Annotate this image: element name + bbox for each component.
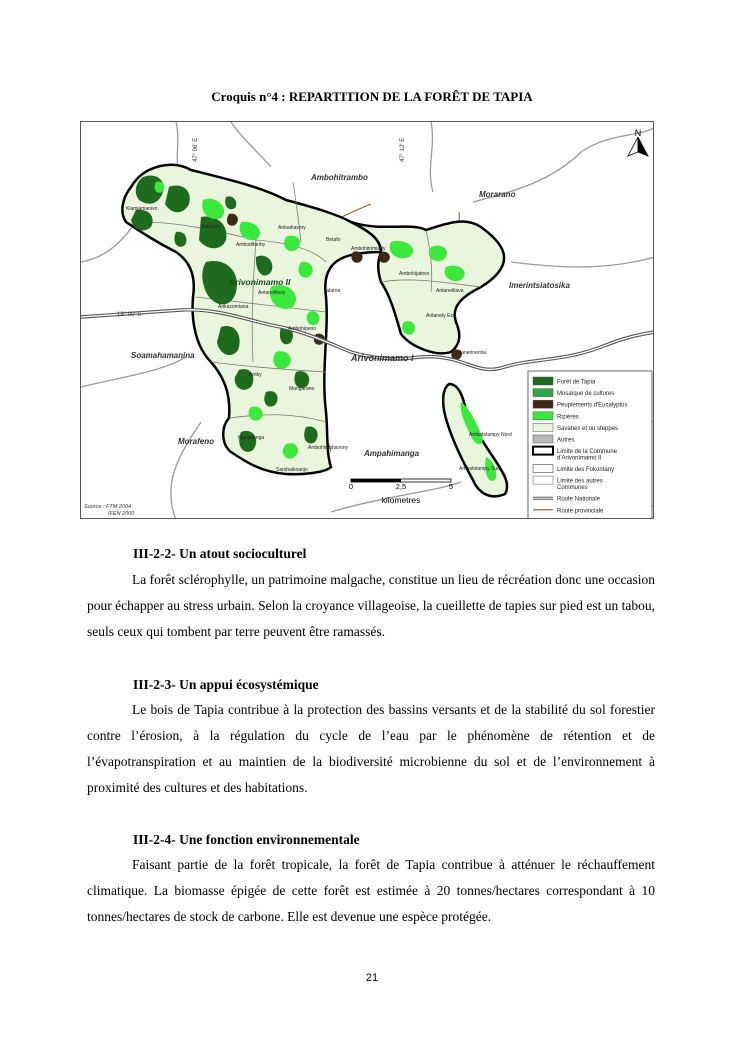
- scale-tick-1: 2,5: [395, 482, 407, 491]
- label-soamahamanina: Soamahamanina: [131, 351, 195, 360]
- legend-label-4: Savanes et ou steppes: [557, 425, 619, 432]
- label-ambatolampy-sud: Ambatolampy Sud: [459, 466, 500, 472]
- legend-swatch-6: [533, 447, 553, 455]
- source-line-2: IFEN 2000: [108, 511, 135, 517]
- label-mazadonga: Mazadonga: [238, 435, 265, 441]
- section-heading-ecosystemique: III-2-3- Un appui écosystémique: [133, 677, 319, 692]
- legend-label-7: Limite des Fokontany: [557, 467, 615, 474]
- label-amby: Amby: [249, 372, 262, 378]
- north-label: N: [634, 128, 642, 138]
- section-body-environnementale: Faisant partie de la forêt tropicale, la forêt de Tapia contribue à atténuer le réchauffement climatique. La biomasse épigée de cette forêt est estimée à 20 tonnes/hectares correspondant à 10 tonnes/hectares de stock de carbone. Elle est devenue une espèce protégée.: [87, 857, 655, 924]
- legend-swatch-8: [533, 476, 553, 484]
- legend-swatch-3: [533, 412, 553, 420]
- map-source: [84, 504, 135, 517]
- legend-swatch-0: [533, 377, 553, 385]
- section-body-ecosystemique: Le bois de Tapia contribue à la protection des bassins versants et de la stabilité du sol forestier contre l’érosion, à la régulation du cycle de l’eau par le phénomène de rétention et de l’évapotranspiration et au maintien de la biodiversité microbienne du sol et de l’environnement à proximité des cultures et des habitations.: [87, 702, 655, 795]
- scale-tick-0: 0: [348, 482, 354, 491]
- scale-unit: kilometres: [381, 495, 421, 505]
- label-ambodifarihy: Ambodifarihy: [236, 242, 266, 248]
- legend-label-1: Mosaïque de cultures: [557, 391, 615, 398]
- label-sambaikoanjo: Sambaikoanjo: [276, 467, 308, 473]
- source-line-1: Source : FTM 2004: [84, 504, 132, 510]
- legend-label-6: Limite de la Commune: [557, 449, 618, 456]
- legend-label-3: Rizières: [557, 414, 579, 421]
- legend-swatch-2: [533, 400, 553, 408]
- label-ialaroa: Ialaroa: [325, 288, 341, 294]
- map-caption: Croquis n°4 : REPARTITION DE LA FORÊT DE TAPIA: [211, 89, 533, 104]
- legend-swatch-4: [533, 423, 553, 431]
- map-legend: [528, 371, 652, 519]
- label-ankazomiana: Ankazomiana: [218, 304, 249, 310]
- label-antanetilava: Antanetilava: [436, 288, 464, 294]
- label-betafo: Betafo: [326, 237, 341, 243]
- label-ampahimanga: Ampahimanga: [364, 449, 420, 458]
- label-ambohijatovo: Ambohijatovo: [399, 271, 430, 277]
- label-arivonimamo-ii: Arivonimamo II: [229, 277, 291, 287]
- page-number: 21: [365, 972, 379, 984]
- label-manerinerina: Manerinerina: [457, 350, 487, 356]
- label-vatolaivy: Vatolaivy: [201, 224, 221, 230]
- legend-swatch-1: [533, 389, 553, 397]
- legend-label-0: Forêt de Tapia: [557, 379, 596, 386]
- label-mangarano: Mangarano: [289, 386, 315, 392]
- label-ambatolampy-nord: Ambatolampy Nord: [469, 432, 512, 438]
- north-arrow-icon: [628, 128, 648, 156]
- label-ambohitrimiady: Ambohitrimiady: [351, 246, 386, 252]
- label-imerintsiatosika: Imerintsiatosika: [509, 281, 570, 290]
- legend-swatch-5: [533, 435, 553, 443]
- legend-label-6-line2: d'Arivonimamo II: [557, 455, 602, 462]
- scale-bar: [349, 479, 453, 505]
- label-ambohipeno: Ambohipeno: [288, 326, 317, 332]
- label-antanetikely: Antanetikely: [258, 290, 286, 296]
- grid-label-lat: 19° 00' S: [117, 312, 142, 318]
- label-ambohimahavony: Ambohimahavony: [308, 445, 349, 451]
- label-morafeno: Morafeno: [178, 437, 214, 446]
- tapia-forest-map: [80, 121, 654, 519]
- legend-label-10: Route provinciale: [557, 508, 604, 515]
- section-heading-environnementale: III-2-4- Une fonction environnementale: [133, 832, 360, 847]
- legend-label-5: Autres: [557, 437, 575, 444]
- legend-label-2: Peuplements d'Eucalyptus: [557, 402, 628, 409]
- legend-label-8: Limite des autres: [557, 478, 603, 485]
- grid-label-lon2: 47° 12' E: [400, 137, 406, 162]
- legend-label-8-line2: Communes: [557, 485, 588, 492]
- legend-label-9: Route Nationale: [557, 496, 601, 503]
- section-body-socioculturel: La forêt sclérophylle, un patrimoine malgache, constitue un lieu de récréation donc une occasion pour échapper au stress urbain. Selon la croyance villageoise, la cueillette de tapies sur pied est un tabou, seuls ceux qui tombent par terre peuvent être ramassés.: [87, 572, 655, 639]
- legend-swatch-7: [533, 465, 553, 473]
- section-heading-socioculturel: III-2-2- Un atout socioculturel: [133, 546, 307, 561]
- label-ambohitrambo: Ambohitrambo: [311, 173, 368, 182]
- label-antsahavory: Antsahavory: [278, 225, 306, 231]
- scale-tick-2: 5: [448, 482, 454, 491]
- label-morarano: Morarano: [479, 190, 516, 199]
- grid-label-lon1: 47° 06' E: [193, 137, 199, 162]
- label-antanety-est: Antanety Est: [426, 313, 455, 319]
- label-kiamjamanivo: Kiamjamanivo: [126, 206, 158, 212]
- label-arivonimamo-i: Arivonimamo I: [351, 353, 414, 363]
